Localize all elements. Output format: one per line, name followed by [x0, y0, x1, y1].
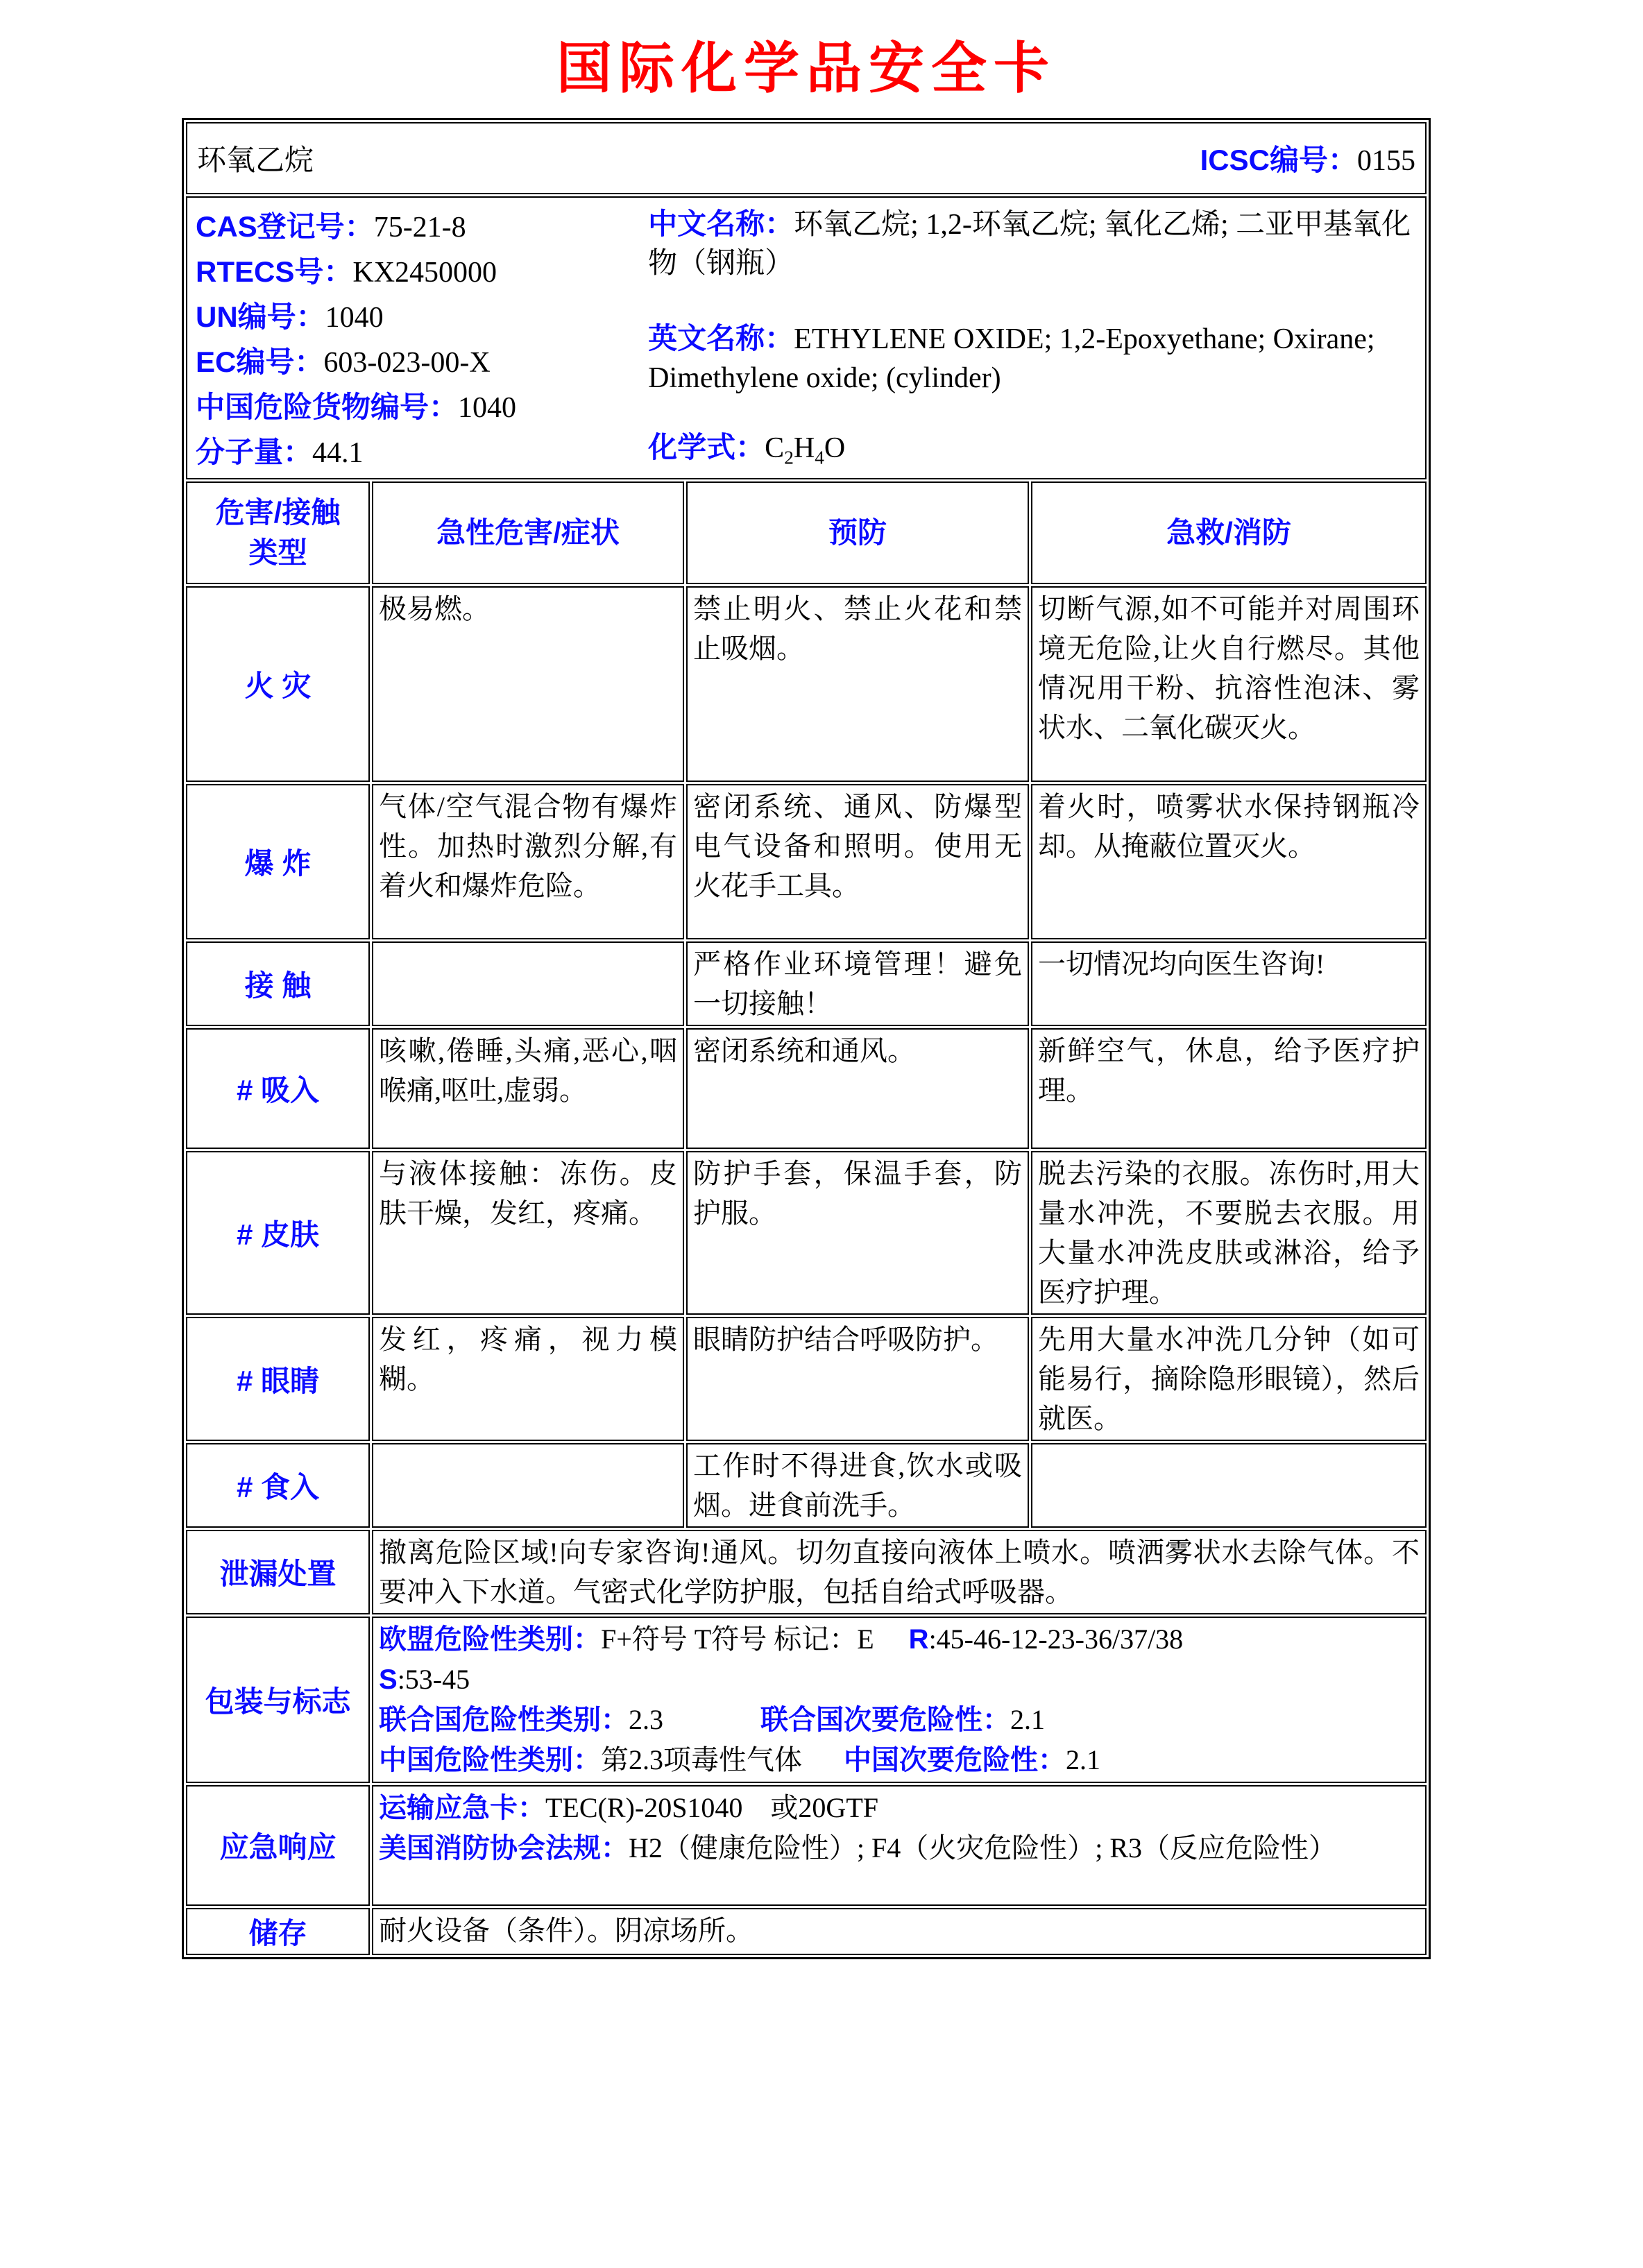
col-header-prevention: 预防 [686, 481, 1029, 584]
col-header-type-line1: 危害/接触 [215, 496, 341, 529]
chinese-name-value: 环氧乙烷; 1,2-环氧乙烷; 氧化乙烯; 二亚甲基氧化物（钢瓶） [648, 209, 1411, 280]
row-inhalation-symptoms: 咳嗽,倦睡,头痛,恶心,咽喉痛,呕吐,虚弱。 [372, 1028, 684, 1149]
row-inhalation [186, 1028, 1427, 1149]
row-ingestion [186, 1443, 1427, 1528]
cas-number-line [196, 205, 647, 250]
r-phrases-label: R [908, 1624, 929, 1655]
card-header-row [186, 122, 1427, 194]
row-exposure-prevention: 严格作业环境管理！避免一切接触！ [686, 941, 1029, 1026]
s-phrases-label: S [379, 1664, 398, 1696]
row-fire-symptoms: 极易燃。 [372, 586, 684, 782]
row-explosion-response: 着火时，喷雾状水保持钢瓶冷却。从掩蔽位置灭火。 [1031, 784, 1427, 939]
row-emergency-response [186, 1785, 1427, 1906]
ec-label: EC编号： [196, 346, 324, 378]
un-sub-hazard-label: 联合国次要危险性： [760, 1705, 1010, 1736]
nfpa-label: 美国消防协会法规： [379, 1833, 629, 1864]
row-packaging-content [372, 1617, 1427, 1783]
row-eyes-prevention: 眼睛防护结合呼吸防护。 [686, 1317, 1029, 1441]
row-eyes-symptoms: 发红，疼痛，视力模糊。 [372, 1317, 684, 1441]
icsc-number: 0155 [1357, 145, 1415, 177]
page [0, 39, 1643, 2268]
col-header-response: 急救/消防 [1031, 481, 1427, 584]
names-block [647, 199, 1420, 477]
row-spill-label: 泄漏处置 [186, 1530, 370, 1614]
row-inhalation-response: 新鲜空气，休息，给予医疗护理。 [1031, 1028, 1427, 1149]
china-hazard-class-value: 第2.3项毒性气体 [601, 1744, 802, 1776]
transport-card-label: 运输应急卡： [379, 1793, 545, 1824]
un-hazard-class-value: 2.3 [629, 1704, 663, 1736]
hazard-header-row [186, 481, 1427, 584]
china-dg-number-line [196, 385, 647, 430]
row-fire-prevention: 禁止明火、禁止火花和禁止吸烟。 [686, 586, 1029, 782]
transport-card-value: TEC(R)-20S1040 或20GTF [545, 1792, 878, 1824]
row-packaging [186, 1617, 1427, 1783]
identity-row [186, 196, 1427, 479]
un-hazard-class-label: 联合国危险性类别： [379, 1705, 629, 1736]
cas-label: CAS登记号： [196, 210, 374, 243]
chinese-name-label: 中文名称： [648, 207, 794, 240]
row-storage-text: 耐火设备（条件）。阴凉场所。 [372, 1908, 1427, 1955]
formula-c: C [765, 432, 785, 464]
icsc-label: ICSC编号： [1200, 144, 1357, 176]
formula-paragraph [648, 428, 1420, 477]
row-inhalation-prevention: 密闭系统和通风。 [686, 1028, 1029, 1149]
row-fire-type: 火 灾 [186, 586, 370, 782]
row-explosion-symptoms: 气体/空气混合物有爆炸性。加热时激烈分解,有着火和爆炸危险。 [372, 784, 684, 939]
s-phrases-line [379, 1660, 1420, 1700]
un-sub-hazard-value: 2.1 [1010, 1704, 1045, 1736]
row-inhalation-type: # 吸入 [186, 1028, 370, 1149]
eu-hazard-class-value: F+符号 T符号 标记：E [601, 1623, 874, 1655]
rtecs-label: RTECS号： [196, 255, 353, 288]
china-sub-hazard-value: 2.1 [1066, 1744, 1100, 1776]
mol-weight-line [196, 430, 647, 475]
identifiers-block [193, 199, 647, 477]
ec-value: 603-023-00-X [323, 347, 491, 379]
transport-card-line [379, 1788, 1420, 1828]
substance-name: 环氧乙烷 [197, 145, 314, 177]
english-name-label: 英文名称： [648, 322, 794, 355]
row-eyes-response: 先用大量水冲洗几分钟（如可能易行，摘除隐形眼镜），然后就医。 [1031, 1317, 1427, 1441]
rtecs-value: KX2450000 [352, 257, 497, 289]
china-sub-hazard-label: 中国次要危险性： [844, 1745, 1066, 1776]
row-exposure [186, 941, 1427, 1026]
china-hazard-class-label: 中国危险性类别： [379, 1745, 601, 1776]
row-skin [186, 1151, 1427, 1315]
row-storage [186, 1908, 1427, 1955]
row-eyes [186, 1317, 1427, 1441]
nfpa-value: H2（健康危险性）; F4（火灾危险性）; R3（反应危险性） [629, 1832, 1337, 1864]
identity-cell [186, 196, 1427, 479]
row-ingestion-type: # 食入 [186, 1443, 370, 1528]
row-explosion [186, 784, 1427, 939]
mol-weight-value: 44.1 [312, 437, 364, 469]
cas-value: 75-21-8 [373, 212, 466, 244]
eu-hazard-class-label: 欧盟危险性类别： [379, 1624, 601, 1655]
page-title: 国际化学品安全卡 [556, 39, 1056, 100]
row-exposure-type: 接 触 [186, 941, 370, 1026]
row-ingestion-symptoms [372, 1443, 684, 1528]
row-ingestion-prevention: 工作时不得进食,饮水或吸烟。进食前洗手。 [686, 1443, 1029, 1528]
row-fire-response: 切断气源,如不可能并对周围环境无危险,让火自行燃尽。其他情况用干粉、抗溶性泡沫、雾状水、二氧化碳灭火。 [1031, 586, 1427, 782]
mol-weight-label: 分子量： [196, 436, 313, 468]
col-header-type [186, 481, 370, 584]
row-eyes-type: # 眼睛 [186, 1317, 370, 1441]
formula-value [765, 432, 846, 468]
row-storage-label: 储存 [186, 1908, 370, 1955]
row-skin-symptoms: 与液体接触：冻伤。皮肤干燥，发红，疼痛。 [372, 1151, 684, 1315]
row-ingestion-response [1031, 1443, 1427, 1528]
safety-card-table [182, 118, 1431, 1959]
row-explosion-prevention: 密闭系统、通风、防爆型电气设备和照明。使用无火花手工具。 [686, 784, 1029, 939]
un-label: UN编号： [196, 300, 325, 333]
formula-o: O [824, 432, 846, 464]
s-phrases-value: :53-45 [397, 1664, 470, 1696]
china-hazard-class-line [379, 1740, 1420, 1780]
eu-hazard-class-line [379, 1619, 1420, 1660]
row-packaging-label: 包装与标志 [186, 1617, 370, 1783]
r-phrases-value: :45-46-12-23-36/37/38 [928, 1623, 1184, 1655]
formula-sub-2: 2 [784, 447, 794, 468]
row-spill-disposal [186, 1530, 1427, 1614]
row-fire [186, 586, 1427, 782]
nfpa-line [379, 1828, 1420, 1868]
chinese-name-paragraph [648, 205, 1420, 283]
formula-sub-4: 4 [815, 447, 824, 468]
un-value: 1040 [325, 302, 384, 334]
row-exposure-symptoms [372, 941, 684, 1026]
english-name-value: ETHYLENE OXIDE; 1,2-Epoxyethane; Oxirane; Dimethylene oxide; (cylinder) [648, 323, 1375, 394]
un-number-line [196, 295, 647, 340]
rtecs-number-line [196, 250, 647, 295]
row-emergency-content [372, 1785, 1427, 1906]
row-emergency-label: 应急响应 [186, 1785, 370, 1906]
un-hazard-class-line [379, 1700, 1420, 1740]
china-dg-value: 1040 [458, 392, 517, 424]
english-name-paragraph [648, 319, 1420, 398]
row-spill-text: 撤离危险区域!向专家咨询!通风。切勿直接向液体上喷水。喷洒雾状水去除气体。不要冲入下水道。气密式化学防护服，包括自给式呼吸器。 [372, 1530, 1427, 1614]
icsc-number-group [1200, 137, 1415, 179]
card-header-cell [186, 122, 1427, 194]
formula-h: H [793, 432, 815, 464]
col-header-symptoms: 急性危害/症状 [372, 481, 684, 584]
china-dg-label: 中国危险货物编号： [196, 391, 459, 423]
formula-label: 化学式： [648, 431, 765, 463]
ec-number-line [196, 340, 647, 385]
row-exposure-response: 一切情况均向医生咨询! [1031, 941, 1427, 1026]
row-skin-type: # 皮肤 [186, 1151, 370, 1315]
row-skin-prevention: 防护手套，保温手套，防护服。 [686, 1151, 1029, 1315]
row-skin-response: 脱去污染的衣服。冻伤时,用大量水冲洗，不要脱去衣服。用大量水冲洗皮肤或淋浴，给予医疗护理。 [1031, 1151, 1427, 1315]
row-explosion-type: 爆 炸 [186, 784, 370, 939]
col-header-type-line2: 类型 [248, 536, 307, 570]
